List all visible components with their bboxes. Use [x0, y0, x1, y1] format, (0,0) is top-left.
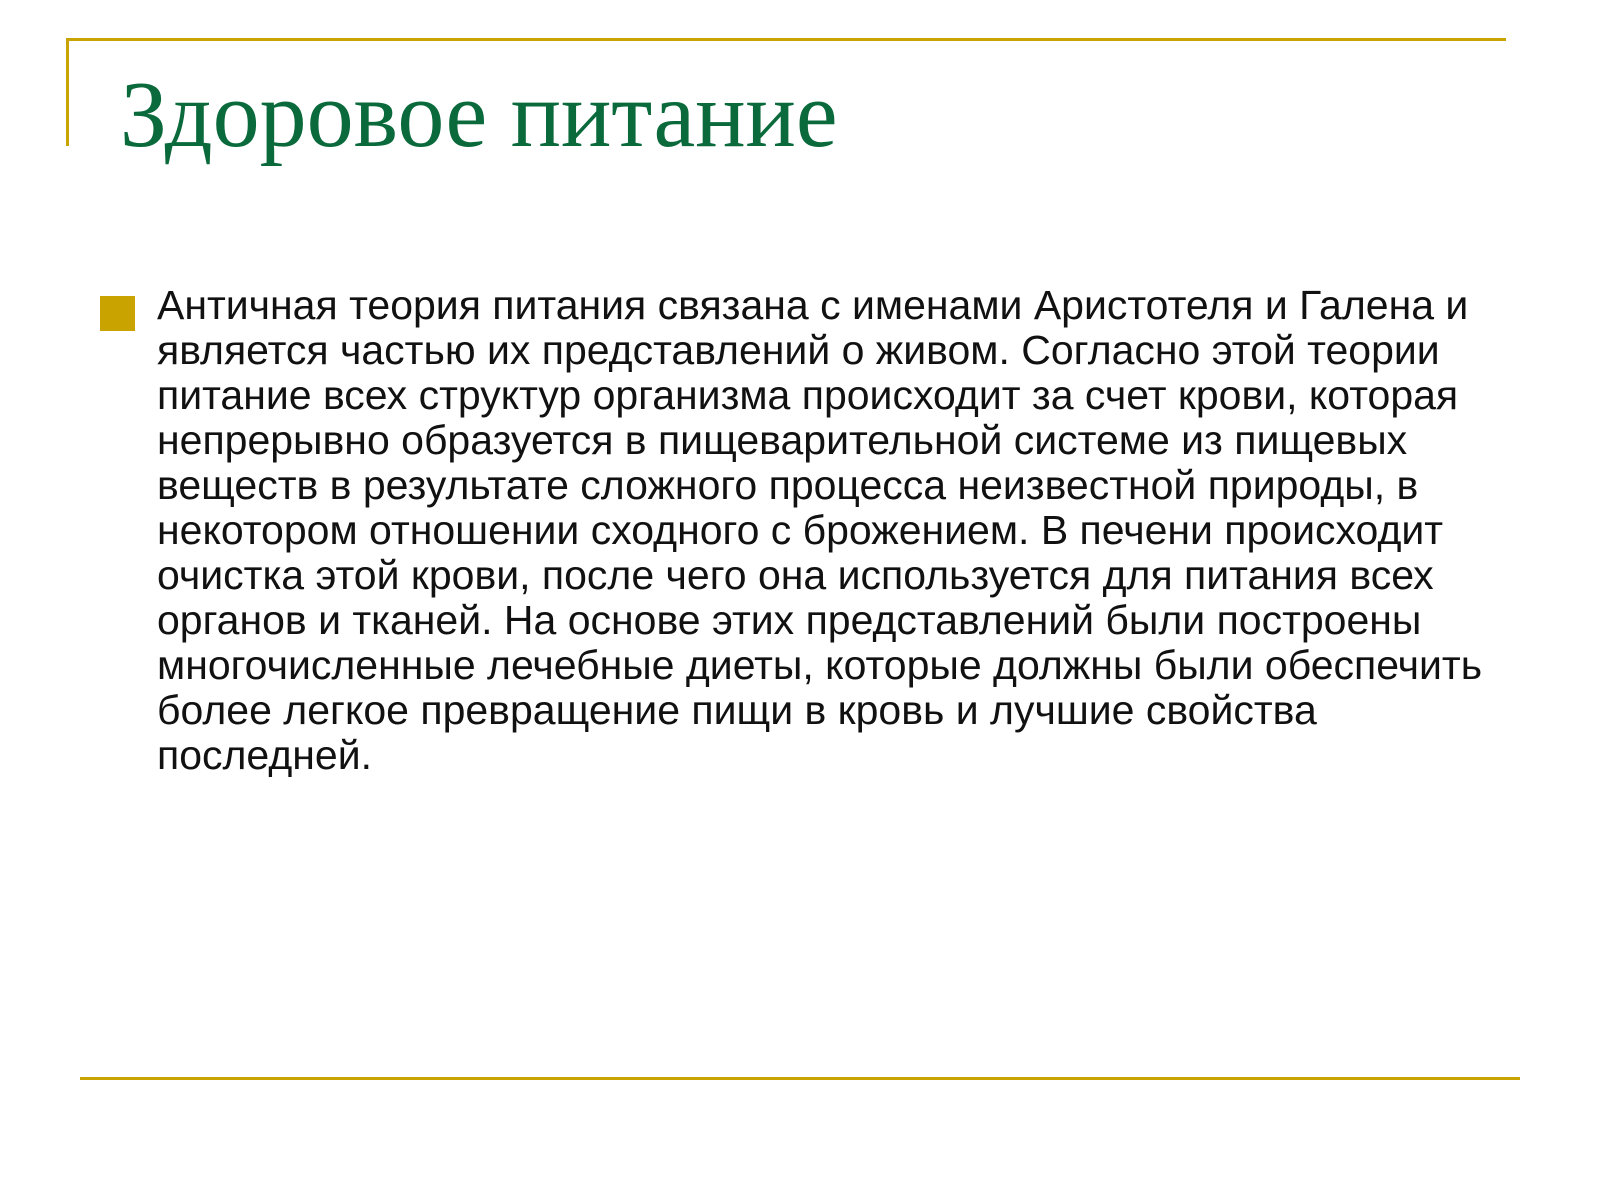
bullet-text: Античная теория питания связана с именами Аристотеля и Галена и является частью их представлений о живом. Согласно этой теории питание всех структур организма происходит за счет крови, которая непрерывно образуется в пищеварительной системе из пищевых веществ в результате сложного процесса неизвестной природы, в некотором отношении сходного с брожением. В печени происходит очистка этой крови, после чего она используется для питания всех органов и тканей. На основе этих представлений были построены многочисленные лечебные диеты, которые должны были обеспечить более легкое превращение пищи в кровь и лучшие свойства последней.	[157, 282, 1483, 778]
top-border-line	[66, 38, 1506, 41]
bullet-list	[100, 283, 1520, 778]
slide-title: Здоровое питание	[120, 63, 838, 167]
square-bullet-icon	[100, 296, 135, 331]
bottom-border-line	[80, 1077, 1520, 1080]
bullet-item	[100, 283, 1520, 778]
left-border-line	[66, 38, 69, 146]
